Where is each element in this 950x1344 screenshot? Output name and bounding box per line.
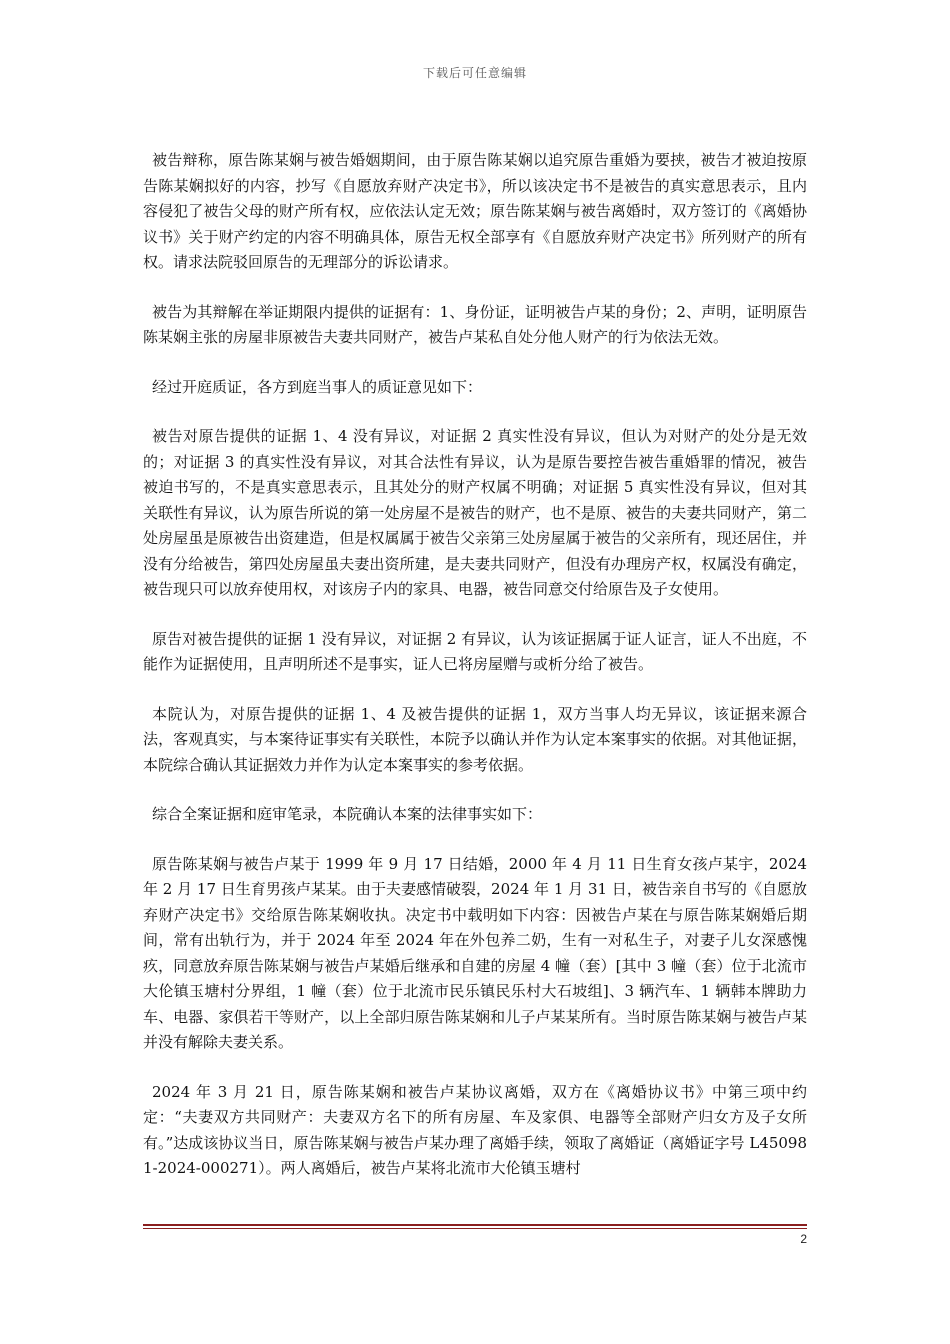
header-note: 下载后可任意编辑 bbox=[422, 66, 527, 80]
page-number: 2 bbox=[800, 1232, 807, 1246]
document-body bbox=[143, 148, 807, 1206]
footer-rule-thin bbox=[143, 1228, 807, 1229]
paragraph-cross-examination-intro: 经过开庭质证，各方到庭当事人的质证意见如下： bbox=[152, 377, 483, 396]
paragraph-marriage-facts: 原告陈某娴与被告卢某于 1999 年 9 月 17 日结婚，2000 年 4 月 11 日生育女孩卢某宇，2024 年 2 月 17 日生育男孩卢某某。由于夫妻感情破裂，2024 年 1 月 31 日，被告亲自书写的《自愿放弃财产决定书》交给原告陈某娴收执。决定书中载明如下内容：因被告卢某在与原告陈某娴婚后期间，常有出轨行为，并于 2024 年至 2024 年在外包养二奶，生有一对私生子，对妻子儿女深感愧疚，同意放弃原告陈某娴与被告卢某婚后继承和自建的房屋 4 幢（套）[其中 3 幢（套）位于北流市大伦镇玉塘村分界组，1 幢（套）位于北流市民乐镇民乐村大石坡组]、3 辆汽车、1 辆韩本牌助力车、电器、家俱若干等财产，以上全部归原告陈某娴和儿子卢某某所有。当时原告陈某娴与被告卢某并没有解除夫妻关系。 bbox=[143, 854, 807, 1051]
paragraph-plaintiff-opinion: 原告对被告提供的证据 1 没有异议，对证据 2 有异议，认为该证据属于证人证言，证人不出庭，不能作为证据使用，且声明所述不是事实，证人已将房屋赠与或析分给了被告。 bbox=[143, 629, 807, 673]
paragraph-defendant-opinion: 被告对原告提供的证据 1、4 没有异议，对证据 2 真实性没有异议，但认为对财产的处分是无效的；对证据 3 的真实性没有异议，对其合法性有异议，认为是原告要控告被告重婚罪的情况，被告被迫书写的，不是真实意思表示，且其处分的财产权属不明确；对证据 5 真实性没有异议，但对其关联性有异议，认为原告所说的第一处房屋不是被告的财产，也不是原、被告的夫妻共同财产，第二处房屋虽是原被告出资建造，但是权属属于被告父亲第三处房屋属于被告的父亲所有，现还居住，并没有分给被告，第四处房屋虽夫妻出资所建，是夫妻共同财产，但没有办理房产权，权属没有确定，被告现只可以放弃使用权，对该房子内的家具、电器，被告同意交付给原告及子女使用。 bbox=[143, 427, 807, 598]
footer-rule-thick bbox=[143, 1224, 807, 1226]
paragraph-defense-statement: 被告辩称，原告陈某娴与被告婚姻期间，由于原告陈某娴以追究原告重婚为要挟，被告才被迫按原告陈某娴拟好的内容，抄写《自愿放弃财产决定书》，所以该决定书不是被告的真实意思表示，且内容侵犯了被告父母的财产所有权，应依法认定无效；原告陈某娴与被告离婚时，双方签订的《离婚协议书》关于财产约定的内容不明确具体，原告无权全部享有《自愿放弃财产决定书》所列财产的所有权。请求法院驳回原告的无理部分的诉讼请求。 bbox=[143, 151, 807, 271]
paragraph-court-finding: 本院认为，对原告提供的证据 1、4 及被告提供的证据 1，双方当事人均无异议，该证据来源合法，客观真实，与本案待证事实有关联性，本院予以确认并作为认定本案事实的依据。对其他证据，本院综合确认其证据效力并作为认定本案事实的参考依据。 bbox=[143, 704, 807, 774]
paragraph-divorce-agreement: 2024 年 3 月 21 日，原告陈某娴和被告卢某协议离婚，双方在《离婚协议书》中第三项中约定：“夫妻双方共同财产：夫妻双方名下的所有房屋、车及家俱、电器等全部财产归女方及子女所有。”达成该协议当日，原告陈某娴与被告卢某办理了离婚手续，领取了离婚证（离婚证字号 L450981-2024-000271）。两人离婚后，被告卢某将北流市大伦镇玉塘村 bbox=[143, 1082, 807, 1177]
paragraph-facts-intro: 综合全案证据和庭审笔录，本院确认本案的法律事实如下： bbox=[152, 805, 543, 823]
paragraph-defendant-evidence: 被告为其辩解在举证期限内提供的证据有：1、身份证，证明被告卢某的身份；2、声明，证明原告陈某娴主张的房屋非原被告夫妻共同财产，被告卢某私自处分他人财产的行为依法无效。 bbox=[143, 302, 807, 346]
